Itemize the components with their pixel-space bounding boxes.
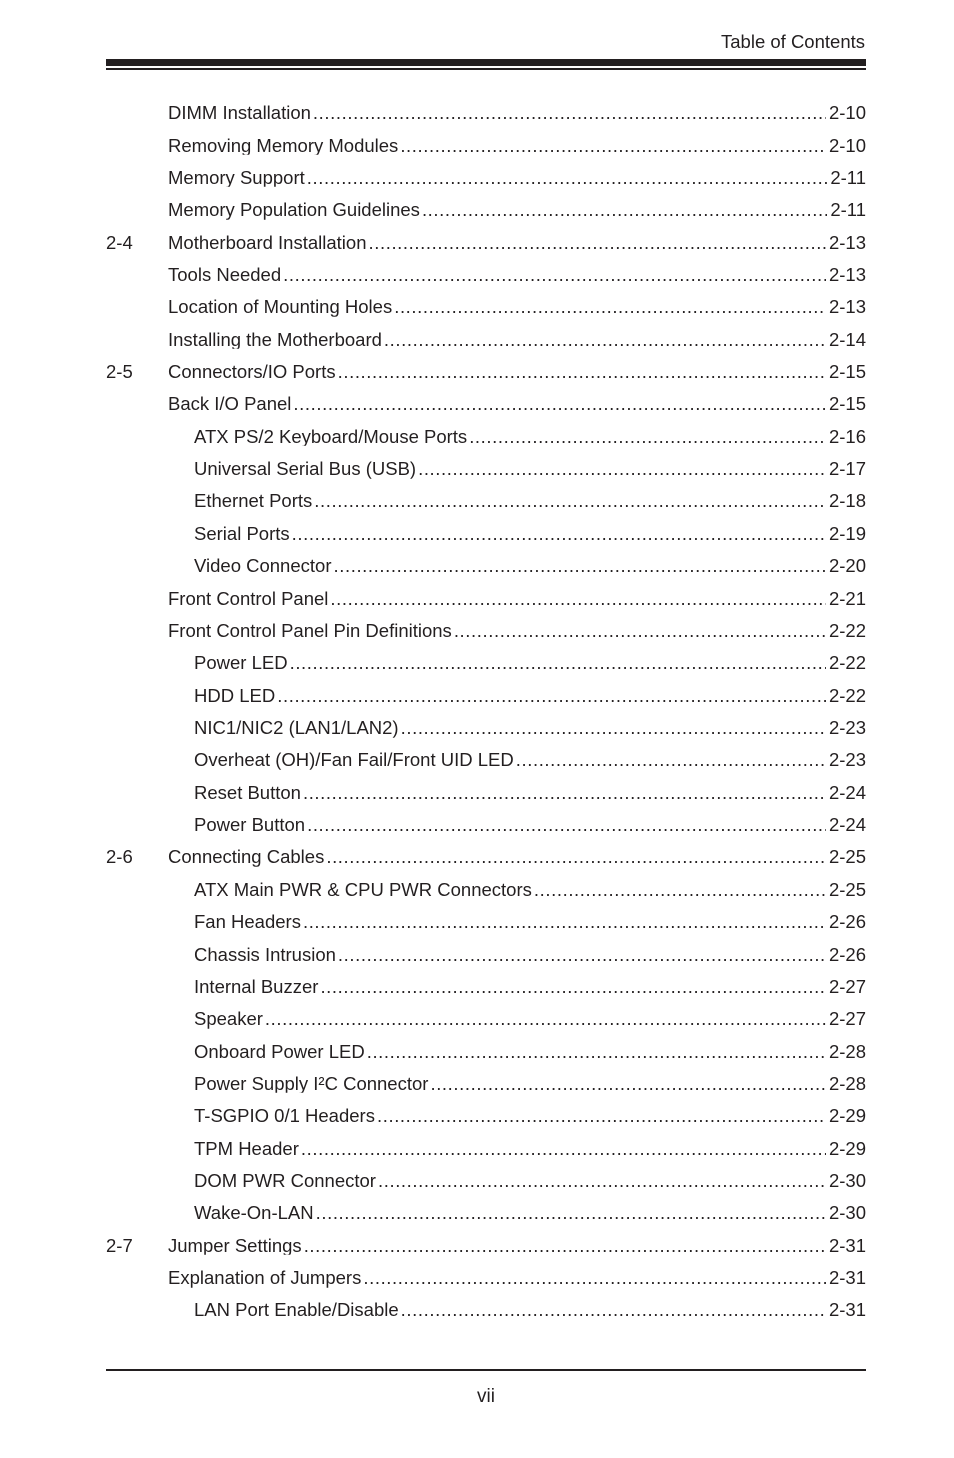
toc-dot-leader [326, 848, 826, 867]
toc-page-number: 2-17 [828, 459, 866, 479]
toc-entry-line [194, 1107, 866, 1126]
toc-page-number: 2-19 [828, 524, 866, 544]
toc-dot-leader [516, 751, 826, 770]
toc-entry[interactable] [106, 1100, 866, 1132]
toc-entry-line [194, 913, 866, 932]
toc-page-number: 2-13 [828, 298, 866, 317]
toc-dot-leader [363, 1269, 826, 1288]
toc-entry-title: Back I/O Panel [168, 395, 292, 414]
toc-entry-title: Memory Population Guidelines [168, 201, 420, 220]
toc-entry[interactable] [106, 388, 866, 420]
toc-entry-title: T-SGPIO 0/1 Headers [194, 1107, 375, 1126]
toc-entry-line [194, 816, 866, 835]
toc-entry-line [168, 589, 866, 608]
toc-entry[interactable] [106, 1165, 866, 1197]
toc-entry-title: LAN Port Enable/Disable [194, 1301, 399, 1320]
toc-entry-title: Tools Needed [168, 265, 282, 285]
toc-dot-leader [378, 1172, 826, 1191]
toc-entry[interactable] [106, 582, 866, 614]
toc-entry-title: Overheat (OH)/Fan Fail/Front UID LED [194, 751, 514, 770]
toc-entry-title: Internal Buzzer [194, 977, 319, 997]
toc-entry-title: Jumper Settings [168, 1236, 302, 1255]
toc-entry-title: Front Control Panel [168, 589, 329, 608]
toc-page-number: 2-20 [828, 556, 866, 576]
toc-page-number: 2-24 [828, 815, 866, 835]
header-rule-thin [106, 68, 866, 70]
toc-dot-leader [384, 330, 826, 349]
toc-entry[interactable] [106, 1262, 866, 1294]
toc-entry-title: ATX Main PWR & CPU PWR Connectors [194, 880, 532, 900]
toc-entry-title: Removing Memory Modules [168, 136, 399, 155]
toc-entry-line [194, 1075, 866, 1094]
toc-entry-line [194, 1139, 866, 1158]
toc-dot-leader [534, 881, 826, 900]
toc-section-number: 2-7 [106, 1234, 133, 1256]
toc-entry-title: Chassis Intrusion [194, 945, 336, 964]
toc-dot-leader [303, 783, 826, 802]
toc-dot-leader [401, 719, 826, 738]
toc-dot-leader [290, 654, 826, 673]
toc-page-number: 2-10 [828, 103, 866, 123]
toc-page-number: 2-28 [828, 1074, 866, 1094]
toc-entry-line [194, 978, 866, 997]
toc-page-number: 2-18 [828, 492, 866, 511]
toc-entry[interactable] [106, 712, 866, 744]
toc-entry-title: ATX PS/2 Keyboard/Mouse Ports [194, 427, 468, 447]
toc-section-number: 2-6 [106, 846, 133, 868]
toc-page-number: 2-26 [828, 945, 866, 964]
toc-entry-line [168, 298, 866, 317]
toc-entry-line [168, 622, 866, 641]
toc-entry-line [194, 557, 866, 576]
toc-page-number: 2-26 [828, 912, 866, 932]
toc-entry[interactable] [106, 1068, 866, 1100]
toc-entry-line [194, 719, 866, 738]
toc-page-number: 2-31 [828, 1301, 866, 1320]
toc-entry-title: Explanation of Jumpers [168, 1268, 362, 1288]
toc-page-number: 2-22 [828, 621, 866, 641]
toc-page-number: 2-29 [828, 1107, 866, 1126]
toc-entry-title: Speaker [194, 1009, 263, 1029]
toc-section-number: 2-4 [106, 231, 133, 253]
toc-entry-title: Universal Serial Bus (USB) [194, 459, 417, 479]
toc-entry-title: Connectors/IO Ports [168, 362, 336, 382]
toc-entry-title: DIMM Installation [168, 103, 311, 123]
toc-entry-title: Serial Ports [194, 524, 290, 544]
toc-dot-leader [293, 395, 826, 414]
toc-entry[interactable] [106, 1197, 866, 1229]
toc-page-number: 2-22 [828, 654, 866, 673]
toc-entry[interactable] [106, 356, 866, 388]
toc-dot-leader [303, 913, 826, 932]
toc-entry[interactable] [106, 97, 866, 129]
toc-section-number: 2-5 [106, 360, 133, 382]
toc-page-number: 2-27 [828, 977, 866, 997]
toc-dot-leader [292, 525, 826, 544]
toc-dot-leader [400, 136, 826, 155]
toc-entry-title: Video Connector [194, 556, 332, 576]
toc-page-number: 2-31 [828, 1236, 866, 1255]
toc-page-number: 2-15 [828, 395, 866, 414]
toc-entry[interactable] [106, 1294, 866, 1326]
toc-page-number: 2-31 [828, 1268, 866, 1288]
toc-page-number: 2-30 [828, 1171, 866, 1191]
toc-page-number: 2-16 [828, 427, 866, 447]
toc-page-number: 2-13 [828, 233, 866, 252]
toc-dot-leader [469, 428, 826, 447]
toc-entry[interactable] [106, 421, 866, 453]
toc-dot-leader [265, 1010, 826, 1029]
toc-entry-title: DOM PWR Connector [194, 1171, 376, 1191]
toc-entry-title: Onboard Power LED [194, 1042, 365, 1061]
toc-entry-title: Front Control Panel Pin Definitions [168, 621, 452, 641]
toc-entry[interactable] [106, 906, 866, 938]
toc-entry[interactable] [106, 259, 866, 291]
toc-page-number: 2-30 [828, 1204, 866, 1223]
toc-entry[interactable] [106, 615, 866, 647]
toc-entry[interactable] [106, 194, 866, 226]
toc-entry-line [194, 1301, 866, 1320]
toc-entry[interactable] [106, 1035, 866, 1067]
toc-entry[interactable] [106, 647, 866, 679]
toc-entry-line [194, 525, 866, 544]
toc-page-number: 2-15 [828, 362, 866, 382]
toc-entry[interactable] [106, 809, 866, 841]
toc-entry-title: Power LED [194, 654, 288, 673]
toc-entry-line [168, 1237, 866, 1256]
toc-entry[interactable] [106, 324, 866, 356]
toc-entry-line [194, 460, 866, 479]
toc-dot-leader [313, 104, 826, 123]
toc-entry-title: Ethernet Ports [194, 492, 313, 511]
toc-entry-line [168, 330, 866, 349]
toc-dot-leader [320, 978, 826, 997]
toc-page-number: 2-25 [828, 848, 866, 867]
toc-page-number: 2-10 [828, 136, 866, 155]
toc-entry[interactable] [106, 129, 866, 161]
table-of-contents [106, 97, 866, 1327]
toc-dot-leader [304, 1237, 826, 1256]
toc-entry-title: Reset Button [194, 783, 301, 802]
toc-dot-leader [307, 169, 828, 188]
toc-entry[interactable] [106, 777, 866, 809]
toc-entry-line [168, 201, 866, 220]
header-rule-thick [106, 59, 866, 66]
page-number: vii [477, 1386, 495, 1407]
toc-entry[interactable] [106, 291, 866, 323]
toc-entry[interactable] [106, 874, 866, 906]
toc-entry[interactable] [106, 162, 866, 194]
toc-dot-leader [307, 816, 826, 835]
toc-page-number: 2-11 [830, 168, 866, 188]
toc-dot-leader [368, 233, 825, 252]
toc-entry[interactable] [106, 938, 866, 970]
toc-entry-line [194, 1204, 866, 1223]
footer-rule [106, 1369, 866, 1371]
toc-entry[interactable] [106, 485, 866, 517]
toc-dot-leader [418, 460, 826, 479]
toc-entry-line [194, 492, 866, 511]
toc-entry-line [194, 1010, 866, 1029]
toc-entry-title: TPM Header [194, 1139, 299, 1158]
toc-entry-title: Power Button [194, 815, 306, 835]
toc-page-number: 2-23 [828, 751, 866, 770]
toc-page-number: 2-22 [828, 686, 866, 705]
toc-dot-leader [367, 1042, 826, 1061]
toc-entry-line [168, 848, 866, 867]
toc-page-number: 2-29 [828, 1139, 866, 1158]
toc-entry-line [168, 363, 866, 382]
toc-entry-title: Motherboard Installation [168, 233, 367, 252]
toc-entry[interactable] [106, 1003, 866, 1035]
toc-page-number: 2-27 [828, 1009, 866, 1029]
toc-dot-leader [401, 1301, 826, 1320]
toc-entry[interactable] [106, 1230, 866, 1262]
toc-entry-title: Connecting Cables [168, 848, 325, 867]
toc-entry-title: Installing the Motherboard [168, 330, 382, 349]
header-title: Table of Contents [721, 31, 865, 52]
toc-entry-line [194, 751, 866, 770]
toc-page-number: 2-23 [828, 718, 866, 738]
toc-entry[interactable] [106, 453, 866, 485]
toc-dot-leader [377, 1107, 826, 1126]
toc-entry-title: Location of Mounting Holes [168, 298, 393, 317]
toc-entry[interactable] [106, 550, 866, 582]
toc-dot-leader [454, 622, 826, 641]
toc-dot-leader [394, 298, 826, 317]
toc-entry-line [168, 395, 866, 414]
toc-dot-leader [283, 266, 826, 285]
toc-entry-line [194, 1172, 866, 1191]
toc-entry[interactable] [106, 679, 866, 711]
toc-entry[interactable] [106, 744, 866, 776]
toc-dot-leader [314, 492, 826, 511]
toc-entry-line [194, 1042, 866, 1061]
toc-dot-leader [277, 686, 826, 705]
toc-entry-line [168, 233, 866, 252]
toc-page-number: 2-14 [828, 330, 866, 349]
toc-dot-leader [338, 363, 826, 382]
toc-dot-leader [316, 1204, 826, 1223]
toc-entry-title: NIC1/NIC2 (LAN1/LAN2) [194, 718, 399, 738]
toc-entry[interactable] [106, 226, 866, 258]
toc-dot-leader [301, 1139, 826, 1158]
toc-dot-leader [430, 1075, 826, 1094]
toc-page-number: 2-25 [828, 880, 866, 900]
toc-entry-title: Power Supply I²C Connector [194, 1074, 429, 1094]
toc-dot-leader [422, 201, 827, 220]
toc-entry-line [194, 428, 866, 447]
toc-entry[interactable] [106, 518, 866, 550]
toc-entry-line [168, 104, 866, 123]
toc-entry-title: Memory Support [168, 168, 305, 188]
toc-entry[interactable] [106, 1133, 866, 1165]
toc-page-number: 2-28 [828, 1042, 866, 1061]
toc-entry[interactable] [106, 841, 866, 873]
toc-page-number: 2-13 [828, 265, 866, 285]
toc-page-number: 2-24 [828, 783, 866, 802]
toc-dot-leader [338, 945, 826, 964]
toc-entry-line [168, 136, 866, 155]
toc-dot-leader [333, 557, 825, 576]
toc-entry-title: HDD LED [194, 686, 276, 705]
toc-entry-line [194, 783, 866, 802]
toc-entry-title: Wake-On-LAN [194, 1204, 314, 1223]
toc-entry-title: Fan Headers [194, 912, 301, 932]
toc-dot-leader [330, 589, 826, 608]
toc-page-number: 2-11 [830, 201, 866, 220]
toc-page-number: 2-21 [828, 589, 866, 608]
toc-entry-line [194, 686, 866, 705]
toc-entry-line [194, 945, 866, 964]
toc-entry[interactable] [106, 971, 866, 1003]
toc-entry-line [168, 1269, 866, 1288]
toc-entry-line [194, 881, 866, 900]
toc-entry-line [168, 169, 866, 188]
toc-entry-line [194, 654, 866, 673]
toc-entry-line [168, 266, 866, 285]
